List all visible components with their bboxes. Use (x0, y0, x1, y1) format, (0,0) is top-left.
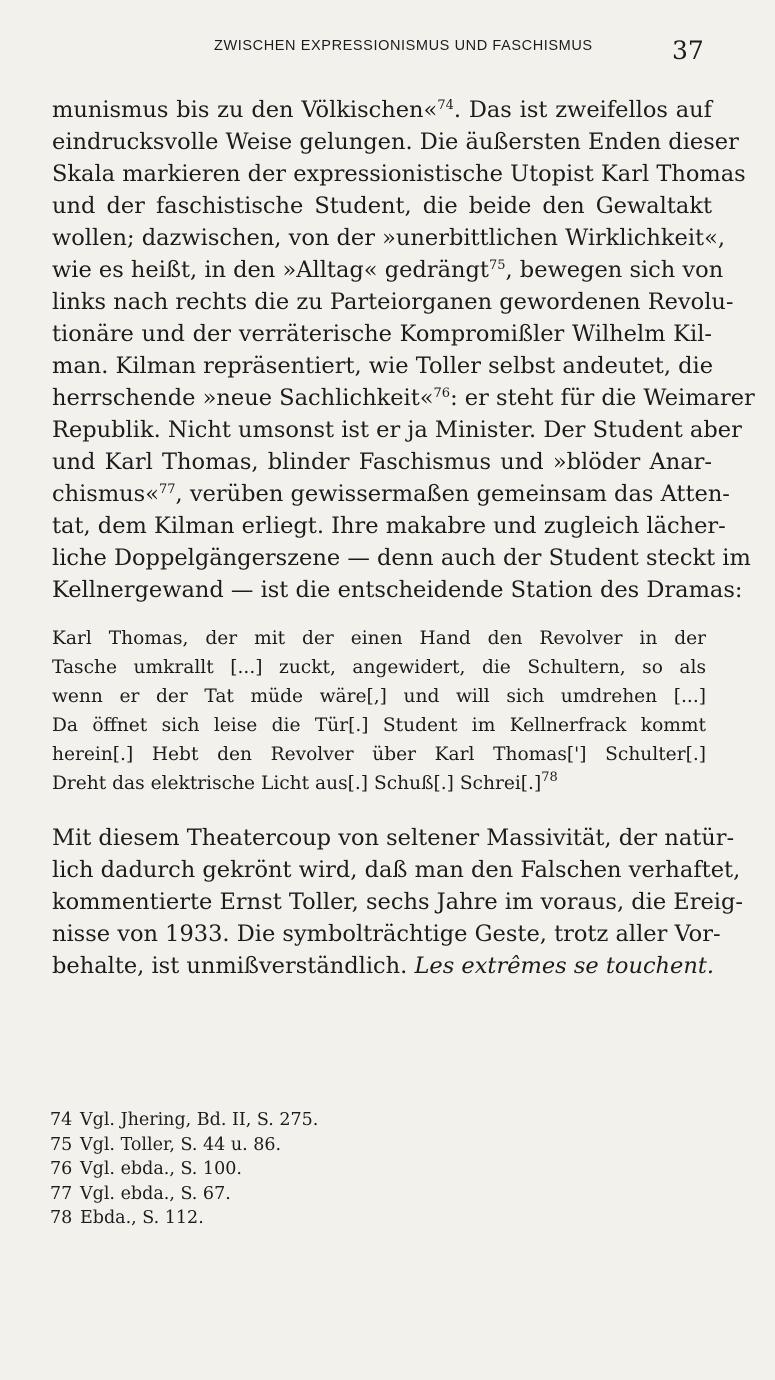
footnote-number: 74 (50, 1110, 73, 1130)
text-line: behalte, ist unmißverständlich. Les extrêmes se touchent. (52, 953, 715, 979)
footnote-text: Ebda., S. 112. (80, 1208, 204, 1228)
quote-line: Dreht das elektrische Licht aus[.] Schuß[.] Schrei[.]$^{78}$ (52, 770, 558, 794)
text-line: liche Doppelgängerszene — denn auch der Student steckt im (52, 545, 751, 571)
text-line: eindrucksvolle Weise gelungen. Die äußersten Enden dieser (52, 129, 739, 155)
paragraph-2 (52, 822, 744, 982)
text-line: kommentierte Ernst Toller, sechs Jahre im voraus, die Ereig- (52, 889, 744, 915)
footnote (50, 1133, 318, 1158)
text-line: und der faschistische Student, die beide den Gewaltakt (52, 193, 712, 219)
running-head: ZWISCHEN EXPRESSIONISMUS UND FASCHISMUS (214, 38, 593, 54)
quote-line: Da öffnet sich leise die Tür[.] Student im Kellnerfrack kommt (52, 715, 706, 736)
quote-line: Tasche umkrallt [...] zuckt, angewidert, die Schultern, so als (52, 657, 706, 678)
footnote-text: Vgl. ebda., S. 67. (80, 1183, 231, 1204)
text-line: wollen; dazwischen, von der »unerbittlichen Wirklichkeit«, (52, 225, 725, 251)
text-line: munismus bis zu den Völkischen«$^{74}$. Das ist zweifellos auf (52, 97, 712, 123)
footnote-ref[interactable]: 78 (541, 770, 558, 785)
text-line: Kellnergewand — ist die entscheidende Station des Dramas: (52, 577, 743, 603)
paragraph-1 (52, 94, 755, 606)
footnote (50, 1206, 318, 1231)
footnote-number: 76 (50, 1159, 73, 1179)
text-line: wie es heißt, in den »Alltag« gedrängt$^{75}$, bewegen sich von (52, 257, 724, 283)
quote-line: herein[.] Hebt den Revolver über Karl Thomas['] Schulter[.] (52, 744, 706, 765)
footnote-ref[interactable]: 77 (158, 482, 176, 497)
text-line: tat, dem Kilman erliegt. Ihre makabre und zugleich lächer- (52, 513, 726, 539)
footnote-ref[interactable]: 74 (437, 98, 454, 113)
block-quote (52, 624, 706, 798)
footnote-text: Vgl. ebda., S. 100. (80, 1159, 242, 1179)
text-line: lich dadurch gekrönt wird, daß man den Falschen verhaftet, (52, 857, 741, 883)
quote-line: wenn er der Tat müde wäre[,] und will sich umdrehen [...] (52, 686, 706, 707)
text-line: Republik. Nicht umsonst ist er ja Minister. Der Student aber (52, 417, 742, 443)
footnote (50, 1157, 318, 1182)
page-number: 37 (672, 36, 704, 65)
italic-phrase: Les extrêmes se touchent. (414, 953, 715, 979)
text-line: herrschende »neue Sachlichkeit«$^{76}$: er steht für die Weimarer (52, 385, 755, 411)
footnote-ref[interactable]: 76 (433, 386, 451, 401)
text-line: tionäre und der verräterische Kompromißler Wilhelm Kil- (52, 321, 712, 347)
footnote-number: 78 (50, 1208, 73, 1228)
footnote-number: 77 (50, 1183, 73, 1204)
footnote-number: 75 (50, 1134, 73, 1155)
text-line: und Karl Thomas, blinder Faschismus und »blöder Anar- (52, 449, 712, 475)
text-line: chismus«$^{77}$, verüben gewissermaßen gemeinsam das Atten- (52, 481, 730, 507)
quote-line: Karl Thomas, der mit der einen Hand den Revolver in der (52, 628, 706, 649)
text-line: Skala markieren der expressionistische Utopist Karl Thomas (52, 161, 746, 187)
footnote (50, 1108, 318, 1133)
text-line: links nach rechts die zu Parteiorganen gewordenen Revolu- (52, 289, 734, 315)
footnote-text: Vgl. Toller, S. 44 u. 86. (80, 1134, 282, 1155)
text-line: Mit diesem Theatercoup von seltener Massivität, der natür- (52, 825, 735, 851)
footnote-ref[interactable]: 75 (488, 258, 506, 273)
text-line: nisse von 1933. Die symbolträchtige Geste, trotz aller Vor- (52, 921, 721, 947)
text-line: man. Kilman repräsentiert, wie Toller selbst andeutet, die (52, 353, 714, 379)
footnote (50, 1182, 318, 1207)
footnotes (50, 1108, 318, 1231)
footnote-text: Vgl. Jhering, Bd. II, S. 275. (80, 1110, 319, 1130)
